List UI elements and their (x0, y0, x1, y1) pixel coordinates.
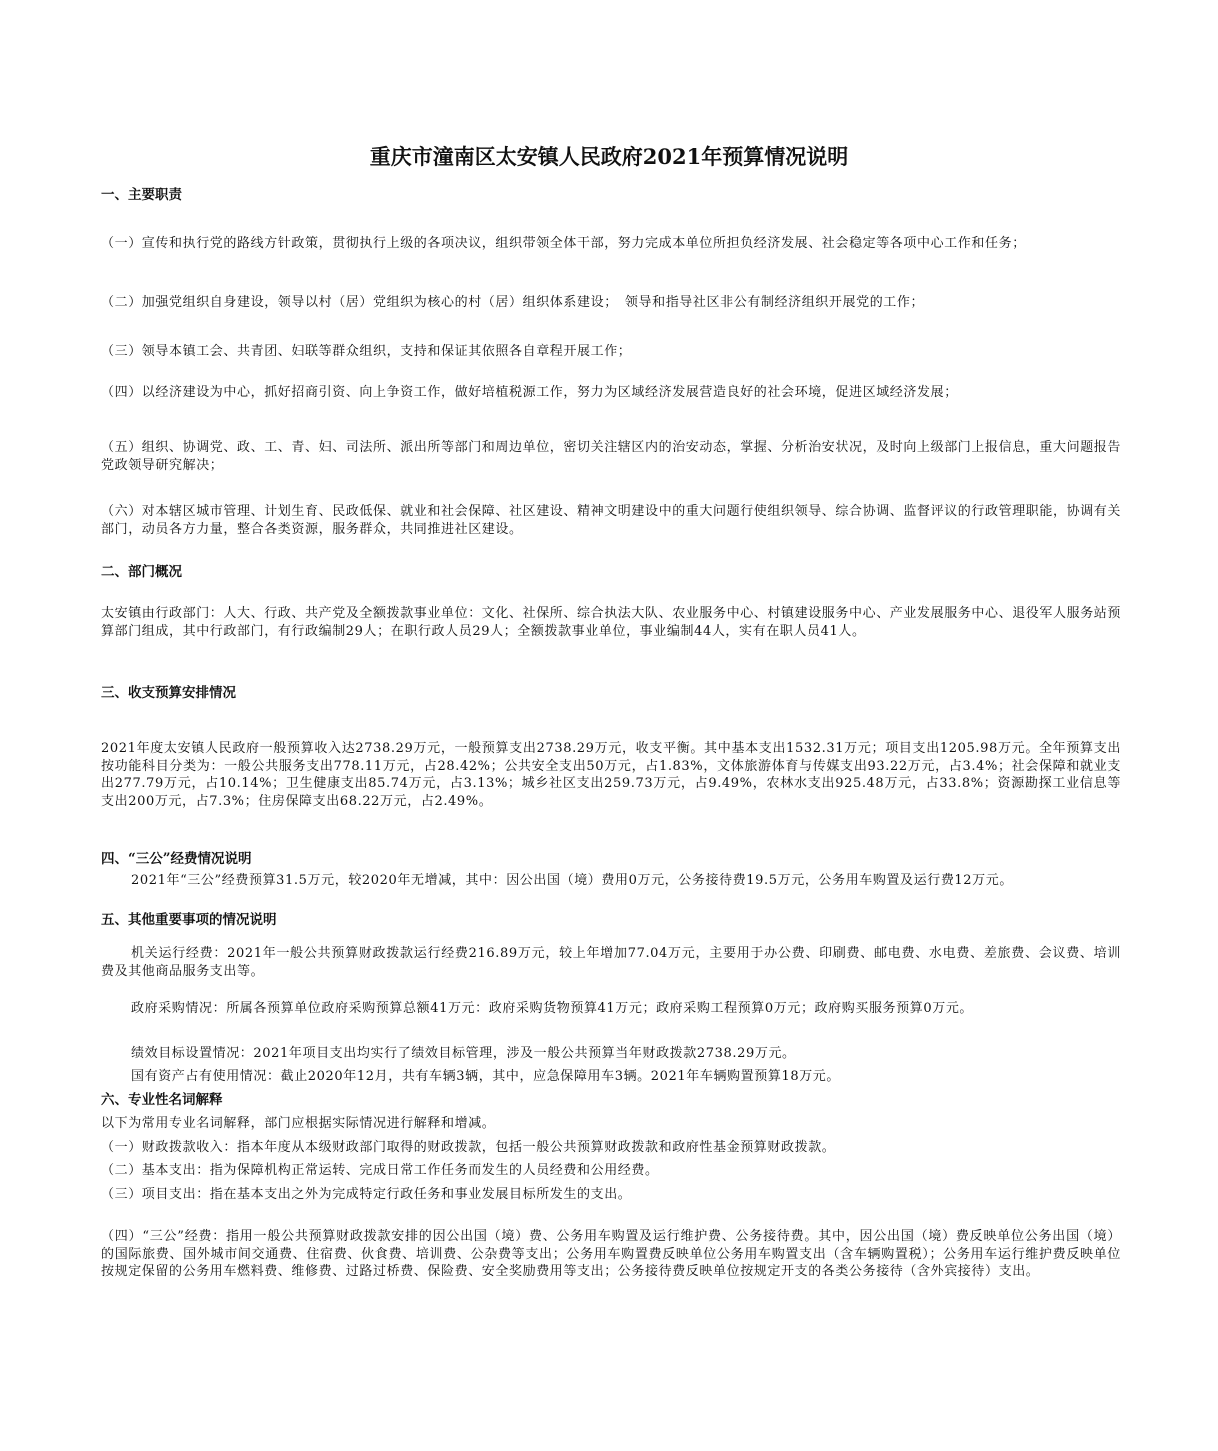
paragraph-budget: 2021年度太安镇人民政府一般预算收入达2738.29万元，一般预算支出2738.29万元，收支平衡。其中基本支出1532.31万元；项目支出1205.98万元。全年预算支出按功能科目分类为：一般公共服务支出778.11万元，占28.42%；公共安全支出50万元，占1.83%，文体旅游体育与传媒支出93.22万元，占3.4%；社会保障和就业支出277.79万元，占10.14%；卫生健康支出85.74万元，占3.13%；城乡社区支出259.73万元，占9.49%，农林水支出925.48万元，占33.8%；资源勘探工业信息等支出200万元，占7.3%；住房保障支出68.22万元，占2.49%。 (101, 741, 1121, 809)
section-heading-responsibilities: 一、主要职责 (101, 187, 182, 203)
glossary-item-fiscal-revenue: （一）财政拨款收入：指本年度从本级财政部门取得的财政拨款，包括一般公共预算财政拨款和政府性基金预算财政拨款。 (101, 1140, 836, 1155)
section-heading-other-matters: 五、其他重要事项的情况说明 (101, 912, 277, 928)
paragraph-responsibility-3: （三）领导本镇工会、共青团、妇联等群众组织，支持和保证其依照各自章程开展工作； (101, 344, 632, 359)
glossary-item-project-expense: （三）项目支出：指在基本支出之外为完成特定行政任务和事业发展目标所发生的支出。 (101, 1187, 632, 1202)
glossary-item-three-public: （四）“三公”经费：指用一般公共预算财政拨款安排的因公出国（境）费、公务用车购置及运行维护费、公务接待费。其中，因公出国（境）费反映单位公务出国（境）的国际旅费、国外城市间交通费、住宿费、伙食费、培训费、公杂费等支出；公务用车购置费反映单位公务用车购置支出（含车辆购置税）；公务用车运行维护费反映单位按规定保留的公务用车燃料费、维修费、过路过桥费、保险费、安全奖励费用等支出；公务接待费反映单位按规定开支的各类公务接待（含外宾接待）支出。 (101, 1229, 1121, 1279)
paragraph-assets: 国有资产占有使用情况：截止2020年12月，共有车辆3辆，其中，应急保障用车3辆。2021年车辆购置预算18万元。 (131, 1069, 840, 1084)
glossary-item-basic-expense: （二）基本支出：指为保障机构正常运转、完成日常工作任务而发生的人员经费和公用经费。 (101, 1163, 659, 1178)
paragraph-performance: 绩效目标设置情况：2021年项目支出均实行了绩效目标管理，涉及一般公共预算当年财政拨款2738.29万元。 (131, 1046, 796, 1061)
section-heading-three-public: 四、“三公”经费情况说明 (101, 851, 252, 867)
paragraph-procurement: 政府采购情况：所属各预算单位政府采购预算总额41万元：政府采购货物预算41万元；政府采购工程预算0万元；政府购买服务预算0万元。 (131, 1001, 974, 1016)
paragraph-overview: 太安镇由行政部门：人大、行政、共产党及全额拨款事业单位：文化、社保所、综合执法大队、农业服务中心、村镇建设服务中心、产业发展服务中心、退役军人服务站预算部门组成，其中行政部门，有行政编制29人；在职行政人员29人；全额拨款事业单位，事业编制44人，实有在职人员41人。 (101, 606, 1122, 639)
paragraph-operating-costs: 机关运行经费：2021年一般公共预算财政拨款运行经费216.89万元，较上年增加77.04万元，主要用于办公费、印刷费、邮电费、水电费、差旅费、会议费、培训费及其他商品服务支出等。 (101, 946, 1121, 979)
document-title: 重庆市潼南区太安镇人民政府2021年预算情况说明 (369, 144, 849, 169)
paragraph-responsibility-2: （二）加强党组织自身建设，领导以村（居）党组织为核心的村（居）组织体系建设； 领导和指导社区非公有制经济组织开展党的工作； (101, 295, 925, 310)
section-heading-glossary: 六、专业性名词解释 (101, 1092, 223, 1108)
paragraph-responsibility-6: （六）对本辖区城市管理、计划生育、民政低保、就业和社会保障、社区建设、精神文明建设中的重大问题行使组织领导、综合协调、监督评议的行政管理职能，协调有关部门，动员各方力量，整合各类资源，服务群众，共同推进社区建设。 (101, 504, 1122, 537)
paragraph-responsibility-4: （四）以经济建设为中心，抓好招商引资、向上争资工作，做好培植税源工作，努力为区域经济发展营造良好的社会环境，促进区域经济发展； (101, 385, 958, 400)
paragraph-responsibility-1: （一）宣传和执行党的路线方针政策，贯彻执行上级的各项决议，组织带领全体干部，努力完成本单位所担负经济发展、社会稳定等各项中心工作和任务； (101, 236, 1026, 251)
section-heading-overview: 二、部门概况 (101, 564, 182, 580)
paragraph-glossary-intro: 以下为常用专业名词解释，部门应根据实际情况进行解释和增减。 (101, 1116, 496, 1131)
section-heading-budget: 三、收支预算安排情况 (101, 685, 236, 701)
paragraph-responsibility-5: （五）组织、协调党、政、工、青、妇、司法所、派出所等部门和周边单位，密切关注辖区内的治安动态，掌握、分析治安状况，及时向上级部门上报信息，重大问题报告党政领导研究解决； (101, 440, 1122, 473)
paragraph-three-public: 2021年“三公”经费预算31.5万元，较2020年无增减，其中：因公出国（境）费用0万元，公务接待费19.5万元，公务用车购置及运行费12万元。 (131, 873, 1013, 888)
